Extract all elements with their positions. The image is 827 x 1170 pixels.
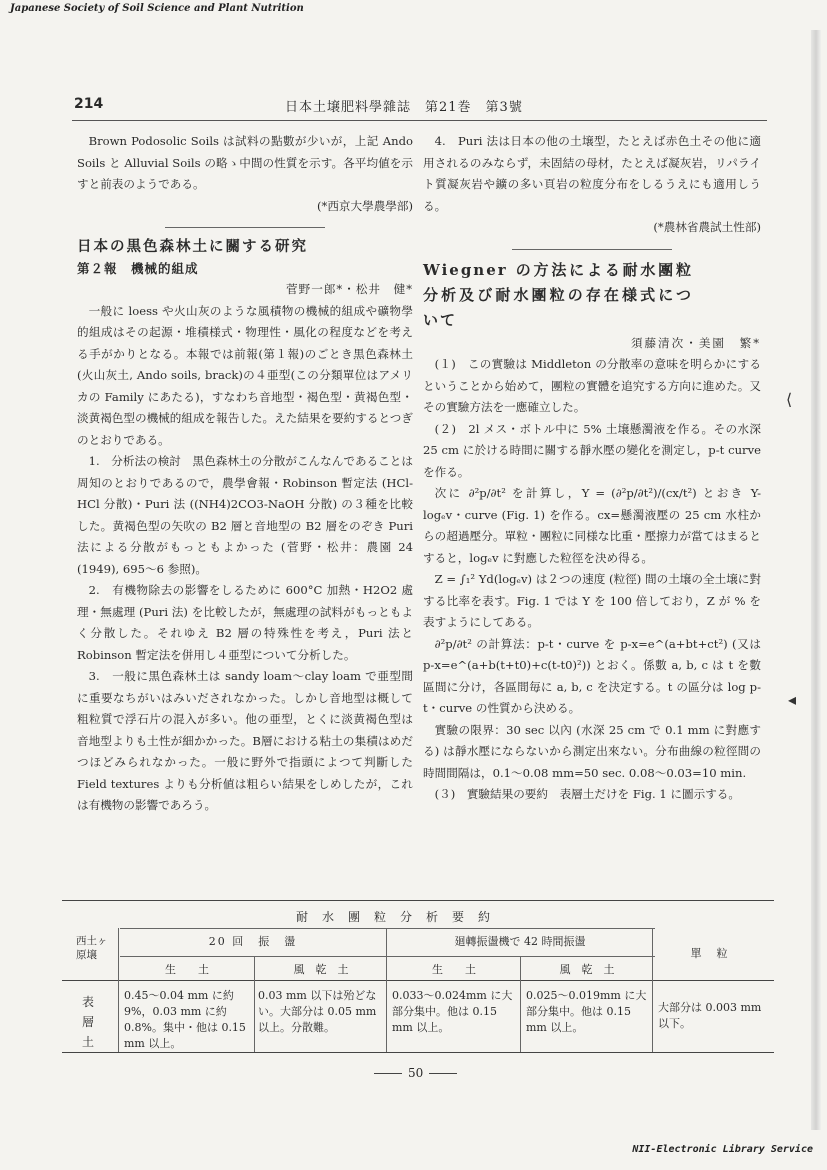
table-top-rule [62, 900, 774, 901]
group-header-1: 20 回 振 盪 [208, 935, 298, 948]
table-cell: 0.45～0.04 mm に約 9%，0.03 mm に約 0.8%。集中・他は 0.15 mm 以上。 [124, 989, 246, 1050]
table-header-rule [62, 980, 774, 981]
footer-page-label: 50 [408, 1066, 424, 1080]
paragraph-3: 3. 一般に黒色森林土は sandy loam～clay loam で亜型間に重要なちがいはみいだされなかった。しかし音地型は概して粗粒質で浮石片の混入が多い。他の亜型，とくに淡黄褐色型は音地型よりも土性が細かかった。B層における粘土の集積はめだつほどみられなかった。一般に野外で指頭によつて判斷した Field textures よりも分析値は粗らい結果をしめしたが，これは有機物の影響であろう。 [77, 669, 413, 812]
table-vline [652, 928, 653, 1052]
subheader-dry-2: 風 乾 土 [559, 963, 615, 976]
right-column [423, 131, 761, 806]
table-vline [118, 928, 119, 1052]
table-rule [120, 928, 655, 929]
margin-mark: ⟨ [786, 390, 793, 409]
prev-article-affiliation-right: (*農林省農試土性部) [653, 220, 761, 234]
formula-paragraph-1: 次に ∂²p/∂t² を計算し，Y = (∂²p/∂t²)/(cx/t²) とおき Y-logₑv・curve (Fig. 1) を作る。cx=懸濁液壓の 25 cm 水柱からの超過壓分。單粒・團粒に同様な比重・壓擦力が當てはまるとすると，logₑv に對應した粒徑を決め得る。 [423, 486, 761, 565]
section-separator [512, 249, 672, 250]
table-cell: 0.03 mm 以下は殆どない。大部分は 0.05 mm 以上。分散難。 [258, 989, 377, 1034]
table-title: 耐水團粒分析要約 [295, 910, 504, 924]
article-title-right: Wiegner の方法による耐水團粒分析及び耐水團粒の存在様式について [423, 260, 693, 329]
prev-article-text-right: 4. Puri 法は日本の他の土壌型，たとえば赤色土その他に適用されるのみならず，未固結の母材，たとえば凝灰岩，リパライト質凝灰岩や鑛の多い頁岩の粒度分布をしるうえにも適用しうる。 [423, 134, 761, 213]
left-column [77, 131, 413, 817]
table-vline [386, 928, 387, 1052]
row-label: 表層土 [82, 995, 95, 1049]
subheader-fresh-2: 生 土 [432, 963, 476, 976]
authors-right: 須藤清次・美園 繁* [630, 335, 761, 350]
table-cell: 0.025～0.019mm に大部分集中。他は 0.15 mm 以上。 [526, 989, 647, 1034]
subheader-fresh-1: 生 土 [165, 963, 209, 976]
paragraph-1: 1. 分析法の検討 黒色森林土の分散がこんなんであることは周知のとおりであるので，農學會報・Robinson 暫定法 (HCl-HCl 分散)・Puri 法 ((NH4)2CO3-NaOH 分散) の３種を比較した。黄褐色型の矢吹の B2 層と音地型の B2 層をのぞき Puri 法による分散がもっともよかった (菅野・松井：農園 24 (1949), 695～6 参照)。 [77, 454, 413, 576]
paragraph-2: 2. 有機物除去の影響をしるために 600°C 加熱・H2O2 處理・無處理 (Puri 法) を比較したが，無處理の試料がもっともよく分散した。それゆえ B2 層の特殊性を考え，Puri 法と Robinson 暫定法を併用し４亜型について分析した。 [77, 583, 413, 662]
authors-left: 菅野一郎*・松井 健* [286, 282, 413, 296]
table-bottom-rule [62, 1052, 774, 1053]
paragraph-r3: (３) 實驗結果の要約 表層土だけを Fig. 1 に圖示する。 [434, 787, 740, 801]
margin-mark: ◂ [788, 690, 797, 709]
library-footer: NII-Electronic Library Service [632, 1144, 813, 1155]
header-rule [72, 120, 767, 121]
subheader-dry-1: 風 乾 土 [293, 963, 349, 976]
intro-paragraph: 一般に loess や火山灰のような風積物の機械的組成や礦物學的組成はその起源・堆積様式・物理性・風化の程度などを考える手がかりとなる。本報では前報(第１報)のごとき黒色森林土(火山灰土, Ando soils, brack)の４亜型(この分類單位はアメリカの Family にあたる)，すなわち音地型・褐色型・黄褐色型・淡黄褐色型の機械的組成を報告した。えた結果を要約するとつぎのとおりである。 [77, 303, 413, 447]
formula-paragraph-2: Z = ∫₁² Yd(logₑv) は２つの速度 (粒徑) 間の土壌の全土壌に對する比率を表す。Fig. 1 では Y を 100 倍しており，Z が % を表すようにしてある。 [423, 572, 761, 629]
prev-article-text-left: Brown Podosolic Soils は試料の點數が少いが，上記 Ando Soils と Alluvial Soils の略ゝ中間の性質を示す。各平均値を示すと前表のようである。 [77, 134, 413, 191]
page-number: 214 [74, 96, 104, 112]
article-title-left: 日本の黒色森林土に關する研究 [77, 238, 308, 255]
running-head: 日本土壌肥料學雜誌 第21巻 第3號 [285, 100, 523, 115]
limit-paragraph: 實驗の限界：30 sec 以內 (水深 25 cm で 0.1 mm に對應する) は靜水壓にならないから測定出來ない。分布曲線の粒徑間の時間間隔は，0.1～0.08 mm=50 sec. 0.08～0.03=10 min. [423, 722, 761, 780]
society-header: Japanese Society of Soil Science and Plant Nutrition [10, 3, 304, 14]
formula-paragraph-3: ∂²p/∂t² の計算法：p-t・curve を p-x=e^(a+bt+ct²) (又は p-x=e^(a+b(t+t0)+c(t-t0)²)) とおく。係數 a, b, c は t を數區間に分け，各區間毎に a, b, c を決定する。t の區分は log p-t・curve の性質から決める。 [423, 636, 761, 715]
table-cell: 大部分は 0.003 mm 以下。 [658, 1001, 762, 1030]
row-header-site: 西土ヶ原壌 [76, 935, 108, 961]
page-footer [368, 1066, 463, 1080]
group-header-2: 廻轉振盪機で 42 時間振盪 [454, 935, 586, 948]
paragraph-r2: (２) 2l メス・ボトル中に 5% 土壌懸濁液を作る。その水深 25 cm に於ける時間に關する靜水壓の變化を測定し，p-t curve を作る。 [423, 421, 761, 479]
col-header-single: 單 粒 [690, 947, 730, 960]
table-cell: 0.033～0.024mm に大部分集中。他は 0.15 mm 以上。 [392, 989, 513, 1034]
section-separator [165, 227, 325, 228]
table-vline [520, 956, 521, 1052]
paragraph-r1: (１) この實驗は Middleton の分散率の意味を明らかにするということから始めて，團粒の實體を追究する方向に進めた。又その實驗方法を一應確立した。 [423, 357, 761, 414]
article-subtitle-left: 第２報 機械的組成 [77, 260, 199, 276]
prev-article-affiliation-left: (*西京大學農學部) [317, 198, 413, 213]
table-vline [254, 956, 255, 1052]
binding-edge [811, 30, 821, 1130]
table-rule [120, 956, 655, 957]
